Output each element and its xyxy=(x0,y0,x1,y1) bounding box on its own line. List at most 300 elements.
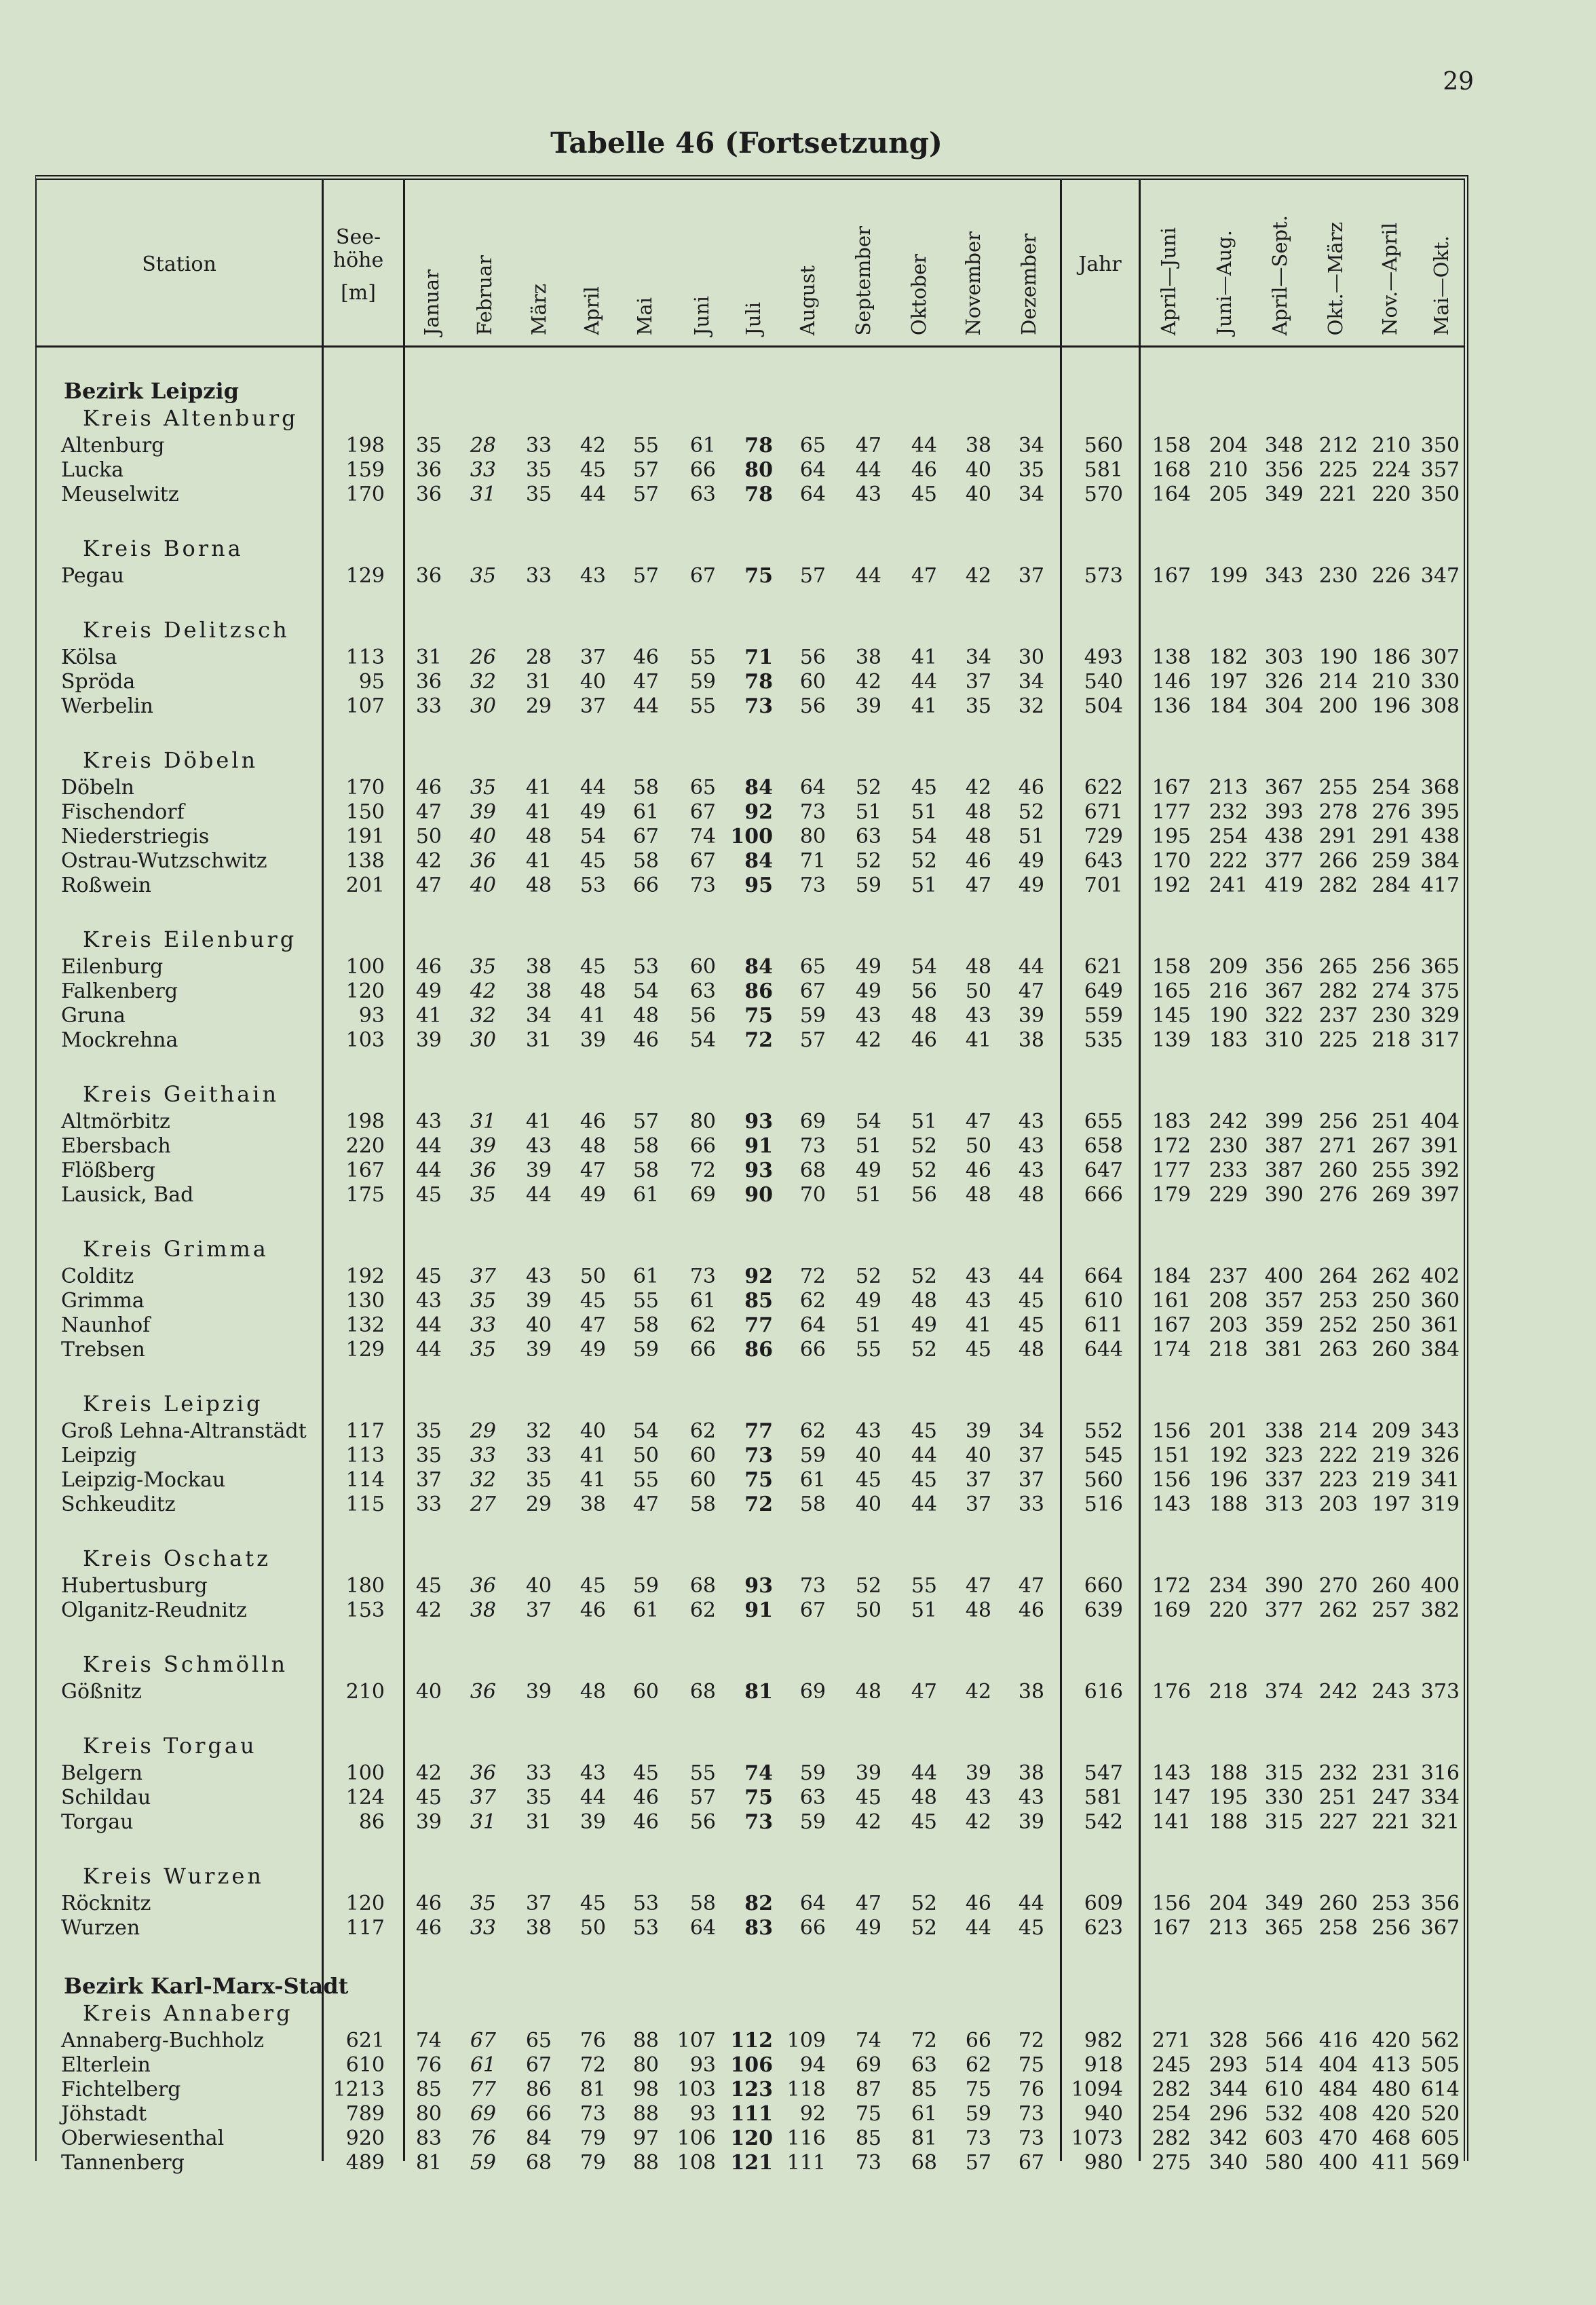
month-value: 60 xyxy=(632,1680,659,1704)
table-row xyxy=(37,776,1464,800)
month-value: 65 xyxy=(689,776,716,800)
period-value: 220 xyxy=(1209,1598,1248,1622)
month-value: 34 xyxy=(1018,1419,1044,1443)
period-header: Juni—Aug. xyxy=(1213,230,1236,335)
month-value: 67 xyxy=(689,564,716,588)
table-row xyxy=(37,1419,1464,1444)
month-value: 47 xyxy=(911,1680,937,1704)
seehoehe-value: 210 xyxy=(345,1680,385,1704)
month-value: 57 xyxy=(632,458,659,482)
period-value: 257 xyxy=(1371,1598,1411,1622)
month-header: Mai xyxy=(633,297,656,335)
month-value: 60 xyxy=(689,1468,716,1492)
month-value: 63 xyxy=(855,825,881,848)
month-value: 68 xyxy=(799,1159,826,1182)
jahr-value: 616 xyxy=(1084,1680,1123,1704)
period-value: 315 xyxy=(1264,1761,1304,1785)
period-value: 146 xyxy=(1152,670,1191,694)
month-value: 41 xyxy=(965,1313,991,1337)
period-value: 271 xyxy=(1152,2029,1191,2053)
period-value: 250 xyxy=(1371,1313,1411,1337)
month-value: 47 xyxy=(415,800,442,824)
month-value: 70 xyxy=(799,1183,826,1207)
month-value: 80 xyxy=(689,1110,716,1133)
month-value: 55 xyxy=(911,1574,937,1598)
seehoehe-value: 170 xyxy=(345,483,385,506)
period-value: 384 xyxy=(1420,1338,1460,1362)
period-value: 258 xyxy=(1318,1916,1358,1940)
seehoehe-value: 113 xyxy=(345,645,385,669)
month-value: 66 xyxy=(799,1916,826,1940)
month-value: 51 xyxy=(911,874,937,897)
period-value: 169 xyxy=(1152,1598,1191,1622)
jahr-value: 560 xyxy=(1084,434,1123,457)
month-value: 42 xyxy=(965,564,991,588)
period-value: 330 xyxy=(1264,1786,1304,1810)
month-value: 84 xyxy=(744,955,773,979)
period-value: 566 xyxy=(1264,2029,1304,2053)
jahr-value: 552 xyxy=(1084,1419,1123,1443)
month-value: 92 xyxy=(744,800,773,824)
month-value: 46 xyxy=(632,1786,659,1810)
month-value: 87 xyxy=(855,2078,881,2101)
month-value: 47 xyxy=(580,1313,606,1337)
month-value: 40 xyxy=(855,1444,881,1467)
month-value: 53 xyxy=(580,874,606,897)
month-value: 64 xyxy=(799,1313,826,1337)
month-value: 45 xyxy=(580,1289,606,1313)
month-value: 95 xyxy=(744,874,773,897)
period-value: 580 xyxy=(1264,2151,1304,2175)
period-value: 251 xyxy=(1371,1110,1411,1133)
period-value: 262 xyxy=(1371,1264,1411,1288)
station-name: Gößnitz xyxy=(61,1680,142,1704)
period-value: 168 xyxy=(1152,458,1191,482)
month-value: 41 xyxy=(580,1444,606,1467)
period-value: 377 xyxy=(1264,849,1304,873)
jahr-value: 918 xyxy=(1084,2053,1123,2077)
station-name: Jöhstadt xyxy=(61,2102,147,2126)
period-value: 417 xyxy=(1420,874,1460,897)
period-value: 282 xyxy=(1318,979,1358,1003)
period-value: 275 xyxy=(1152,2151,1191,2175)
period-value: 184 xyxy=(1209,694,1248,718)
month-value: 44 xyxy=(855,564,881,588)
period-value: 276 xyxy=(1371,800,1411,824)
period-value: 139 xyxy=(1152,1028,1191,1052)
seehoehe-value: 129 xyxy=(345,1338,385,1362)
month-value: 88 xyxy=(632,2151,659,2175)
period-value: 341 xyxy=(1420,1468,1460,1492)
month-value: 72 xyxy=(799,1264,826,1288)
period-value: 210 xyxy=(1371,434,1411,457)
month-value: 61 xyxy=(632,1264,659,1288)
jahr-value: 504 xyxy=(1084,694,1123,718)
period-value: 505 xyxy=(1420,2053,1460,2077)
seehoehe-value: 920 xyxy=(345,2126,385,2150)
month-value: 93 xyxy=(689,2053,716,2077)
jahr-value: 609 xyxy=(1084,1892,1123,1915)
table-row xyxy=(37,1028,1464,1053)
seehoehe-header: See- höhe [m] xyxy=(332,225,384,305)
jahr-value: 644 xyxy=(1084,1338,1123,1362)
period-value: 219 xyxy=(1371,1444,1411,1467)
station-name: Schkeuditz xyxy=(61,1493,176,1516)
month-value: 52 xyxy=(1018,800,1044,824)
month-value: 62 xyxy=(799,1419,826,1443)
period-value: 221 xyxy=(1371,1810,1411,1834)
month-value: 41 xyxy=(580,1468,606,1492)
period-value: 361 xyxy=(1420,1313,1460,1337)
month-value: 44 xyxy=(911,1761,937,1785)
month-value: 47 xyxy=(1018,979,1044,1003)
month-value: 48 xyxy=(580,1680,606,1704)
month-value: 44 xyxy=(1018,1892,1044,1915)
period-value: 402 xyxy=(1420,1264,1460,1288)
period-value: 156 xyxy=(1152,1419,1191,1443)
month-value: 63 xyxy=(911,2053,937,2077)
period-value: 170 xyxy=(1152,849,1191,873)
period-value: 323 xyxy=(1264,1444,1304,1467)
month-value: 62 xyxy=(799,1289,826,1313)
month-value: 86 xyxy=(525,2078,552,2101)
period-value: 147 xyxy=(1152,1786,1191,1810)
kreis-heading: Kreis Eilenburg xyxy=(83,926,297,952)
month-value: 55 xyxy=(855,1338,881,1362)
month-value: 51 xyxy=(855,1134,881,1158)
table-row xyxy=(37,1892,1464,1916)
period-value: 343 xyxy=(1264,564,1304,588)
month-value: 109 xyxy=(786,2029,826,2053)
month-value: 30 xyxy=(470,1028,496,1052)
month-value: 35 xyxy=(470,1289,496,1313)
table-row xyxy=(37,2053,1464,2078)
month-value: 47 xyxy=(965,1574,991,1598)
month-value: 88 xyxy=(632,2029,659,2053)
month-value: 59 xyxy=(855,874,881,897)
month-value: 44 xyxy=(525,1183,552,1207)
month-value: 65 xyxy=(799,955,826,979)
seehoehe-value: 191 xyxy=(345,825,385,848)
month-value: 71 xyxy=(744,645,773,669)
table-row xyxy=(37,1468,1464,1493)
jahr-value: 559 xyxy=(1084,1004,1123,1028)
month-value: 73 xyxy=(799,1134,826,1158)
station-header: Station xyxy=(142,252,216,276)
month-value: 50 xyxy=(415,825,442,848)
period-value: 514 xyxy=(1264,2053,1304,2077)
period-value: 143 xyxy=(1152,1493,1191,1516)
month-value: 54 xyxy=(855,1110,881,1133)
month-value: 31 xyxy=(525,1810,552,1834)
jahr-value: 570 xyxy=(1084,483,1123,506)
month-value: 94 xyxy=(799,2053,826,2077)
station-name: Fichtelberg xyxy=(61,2078,181,2101)
month-value: 34 xyxy=(1018,483,1044,506)
period-value: 400 xyxy=(1318,2151,1358,2175)
month-value: 58 xyxy=(689,1892,716,1915)
month-value: 42 xyxy=(415,849,442,873)
month-value: 90 xyxy=(744,1183,773,1207)
month-value: 57 xyxy=(632,483,659,506)
period-value: 220 xyxy=(1371,483,1411,506)
seehoehe-value: 120 xyxy=(345,1892,385,1915)
month-value: 58 xyxy=(632,1134,659,1158)
period-value: 468 xyxy=(1371,2126,1411,2150)
month-value: 44 xyxy=(580,1786,606,1810)
month-value: 62 xyxy=(689,1419,716,1443)
month-value: 34 xyxy=(525,1004,552,1028)
period-value: 390 xyxy=(1264,1574,1304,1598)
month-value: 73 xyxy=(689,874,716,897)
period-value: 330 xyxy=(1420,670,1460,694)
period-value: 255 xyxy=(1318,776,1358,800)
month-value: 49 xyxy=(855,955,881,979)
month-value: 40 xyxy=(580,1419,606,1443)
month-value: 55 xyxy=(689,1761,716,1785)
month-value: 61 xyxy=(911,2102,937,2126)
month-value: 46 xyxy=(415,1916,442,1940)
station-name: Falkenberg xyxy=(61,979,178,1003)
jahr-value: 655 xyxy=(1084,1110,1123,1133)
table-row xyxy=(37,800,1464,825)
jahr-value: 622 xyxy=(1084,776,1123,800)
bezirk-heading: Bezirk Karl-Marx-Stadt xyxy=(64,1973,349,1999)
month-value: 73 xyxy=(580,2102,606,2126)
period-value: 416 xyxy=(1318,2029,1358,2053)
month-value: 38 xyxy=(855,645,881,669)
month-value: 81 xyxy=(580,2078,606,2101)
month-value: 42 xyxy=(415,1598,442,1622)
period-value: 282 xyxy=(1152,2078,1191,2101)
period-value: 227 xyxy=(1318,1810,1358,1834)
month-value: 50 xyxy=(580,1264,606,1288)
period-value: 274 xyxy=(1371,979,1411,1003)
seehoehe-value: 220 xyxy=(345,1134,385,1158)
table-row xyxy=(37,694,1464,719)
month-value: 46 xyxy=(1018,1598,1044,1622)
period-value: 308 xyxy=(1420,694,1460,718)
month-value: 54 xyxy=(689,1028,716,1052)
kreis-heading: Kreis Delitzsch xyxy=(83,617,290,643)
station-name: Belgern xyxy=(61,1761,143,1785)
month-value: 81 xyxy=(911,2126,937,2150)
station-name: Oberwiesenthal xyxy=(61,2126,225,2150)
period-value: 349 xyxy=(1264,483,1304,506)
period-value: 172 xyxy=(1152,1134,1191,1158)
month-value: 28 xyxy=(470,434,496,457)
month-value: 44 xyxy=(911,434,937,457)
month-value: 63 xyxy=(689,483,716,506)
month-value: 46 xyxy=(911,1028,937,1052)
month-value: 56 xyxy=(799,645,826,669)
month-value: 45 xyxy=(580,1892,606,1915)
table-row xyxy=(37,1444,1464,1468)
month-value: 35 xyxy=(415,1419,442,1443)
month-value: 52 xyxy=(911,1892,937,1915)
month-value: 31 xyxy=(415,645,442,669)
month-value: 51 xyxy=(911,1110,937,1133)
header-rule xyxy=(37,345,1464,348)
station-name: Schildau xyxy=(61,1786,151,1810)
period-value: 196 xyxy=(1371,694,1411,718)
month-value: 83 xyxy=(415,2126,442,2150)
month-value: 52 xyxy=(855,849,881,873)
month-value: 59 xyxy=(799,1761,826,1785)
month-value: 36 xyxy=(415,670,442,694)
month-value: 54 xyxy=(632,1419,659,1443)
month-value: 52 xyxy=(911,1134,937,1158)
station-name: Wurzen xyxy=(61,1916,140,1940)
month-value: 37 xyxy=(580,694,606,718)
jahr-value: 581 xyxy=(1084,458,1123,482)
seehoehe-value: 93 xyxy=(358,1004,385,1028)
period-value: 610 xyxy=(1264,2078,1304,2101)
month-value: 64 xyxy=(689,1916,716,1940)
period-header: Mai—Okt. xyxy=(1430,235,1453,335)
month-value: 64 xyxy=(799,1892,826,1915)
month-value: 65 xyxy=(525,2029,552,2053)
period-value: 356 xyxy=(1420,1892,1460,1915)
period-value: 404 xyxy=(1318,2053,1358,2077)
month-value: 35 xyxy=(470,1338,496,1362)
month-header: Juli xyxy=(742,302,765,335)
period-value: 356 xyxy=(1264,458,1304,482)
seehoehe-value: 103 xyxy=(345,1028,385,1052)
month-value: 73 xyxy=(965,2126,991,2150)
month-value: 29 xyxy=(525,1493,552,1516)
month-value: 80 xyxy=(415,2102,442,2126)
period-value: 213 xyxy=(1209,1916,1248,1940)
month-value: 61 xyxy=(632,1598,659,1622)
table-row xyxy=(37,1313,1464,1338)
period-value: 145 xyxy=(1152,1004,1191,1028)
month-value: 67 xyxy=(470,2029,496,2053)
station-name: Roßwein xyxy=(61,874,152,897)
seehoehe-value: 115 xyxy=(345,1493,385,1516)
period-value: 179 xyxy=(1152,1183,1191,1207)
month-header: Januar xyxy=(420,269,443,335)
period-value: 413 xyxy=(1371,2053,1411,2077)
period-value: 256 xyxy=(1318,1110,1358,1133)
month-value: 71 xyxy=(799,849,826,873)
month-value: 35 xyxy=(965,694,991,718)
period-value: 182 xyxy=(1209,645,1248,669)
month-value: 61 xyxy=(632,800,659,824)
month-value: 57 xyxy=(799,564,826,588)
period-value: 256 xyxy=(1371,1916,1411,1940)
month-value: 43 xyxy=(415,1110,442,1133)
period-value: 278 xyxy=(1318,800,1358,824)
month-value: 91 xyxy=(744,1134,773,1158)
month-value: 49 xyxy=(855,979,881,1003)
period-value: 375 xyxy=(1420,979,1460,1003)
period-value: 357 xyxy=(1264,1289,1304,1313)
station-name: Röcknitz xyxy=(61,1892,151,1915)
month-value: 72 xyxy=(911,2029,937,2053)
jahr-value: 610 xyxy=(1084,1289,1123,1313)
table-row xyxy=(37,1916,1464,1941)
month-value: 56 xyxy=(689,1810,716,1834)
month-value: 44 xyxy=(911,1444,937,1467)
month-value: 35 xyxy=(525,1468,552,1492)
month-value: 103 xyxy=(677,2078,716,2101)
seehoehe-value: 175 xyxy=(345,1183,385,1207)
month-value: 50 xyxy=(632,1444,659,1467)
period-value: 387 xyxy=(1264,1159,1304,1182)
month-value: 64 xyxy=(799,458,826,482)
month-value: 62 xyxy=(689,1598,716,1622)
jahr-value: 729 xyxy=(1084,825,1123,848)
period-value: 520 xyxy=(1420,2102,1460,2126)
month-value: 52 xyxy=(855,1574,881,1598)
month-value: 84 xyxy=(744,776,773,800)
month-value: 57 xyxy=(689,1786,716,1810)
jahr-value: 660 xyxy=(1084,1574,1123,1598)
month-value: 29 xyxy=(525,694,552,718)
seehoehe-value: 180 xyxy=(345,1574,385,1598)
month-value: 39 xyxy=(965,1419,991,1443)
period-value: 256 xyxy=(1371,955,1411,979)
month-value: 77 xyxy=(470,2078,496,2101)
period-value: 400 xyxy=(1420,1574,1460,1598)
month-value: 47 xyxy=(415,874,442,897)
month-value: 49 xyxy=(855,1916,881,1940)
month-value: 76 xyxy=(1018,2078,1044,2101)
seehoehe-value: 170 xyxy=(345,776,385,800)
month-value: 40 xyxy=(580,670,606,694)
month-header: Juni xyxy=(690,295,713,335)
month-value: 72 xyxy=(1018,2029,1044,2053)
month-value: 40 xyxy=(415,1680,442,1704)
month-value: 45 xyxy=(415,1786,442,1810)
period-value: 177 xyxy=(1152,1159,1191,1182)
seehoehe-value: 167 xyxy=(345,1159,385,1182)
period-value: 196 xyxy=(1209,1468,1248,1492)
month-value: 43 xyxy=(1018,1110,1044,1133)
month-value: 49 xyxy=(1018,874,1044,897)
month-value: 73 xyxy=(744,1444,773,1467)
month-value: 75 xyxy=(744,1004,773,1028)
jahr-value: 1073 xyxy=(1071,2126,1123,2150)
month-value: 45 xyxy=(911,483,937,506)
month-value: 44 xyxy=(415,1313,442,1337)
month-value: 66 xyxy=(689,458,716,482)
period-value: 381 xyxy=(1264,1338,1304,1362)
month-value: 40 xyxy=(525,1574,552,1598)
month-value: 41 xyxy=(580,1004,606,1028)
period-value: 183 xyxy=(1209,1028,1248,1052)
period-value: 234 xyxy=(1209,1574,1248,1598)
month-value: 33 xyxy=(470,1313,496,1337)
month-value: 93 xyxy=(744,1110,773,1133)
period-value: 214 xyxy=(1318,670,1358,694)
month-value: 38 xyxy=(1018,1028,1044,1052)
kreis-heading: Kreis Grimma xyxy=(83,1236,269,1262)
seehoehe-value: 107 xyxy=(345,694,385,718)
jahr-value: 573 xyxy=(1084,564,1123,588)
period-value: 470 xyxy=(1318,2126,1358,2150)
month-value: 59 xyxy=(632,1338,659,1362)
month-value: 48 xyxy=(580,979,606,1003)
seehoehe-value: 150 xyxy=(345,800,385,824)
month-value: 100 xyxy=(730,825,773,848)
jahr-value: 649 xyxy=(1084,979,1123,1003)
month-value: 51 xyxy=(911,800,937,824)
month-value: 123 xyxy=(730,2078,773,2101)
period-value: 230 xyxy=(1371,1004,1411,1028)
period-value: 184 xyxy=(1152,1264,1191,1288)
